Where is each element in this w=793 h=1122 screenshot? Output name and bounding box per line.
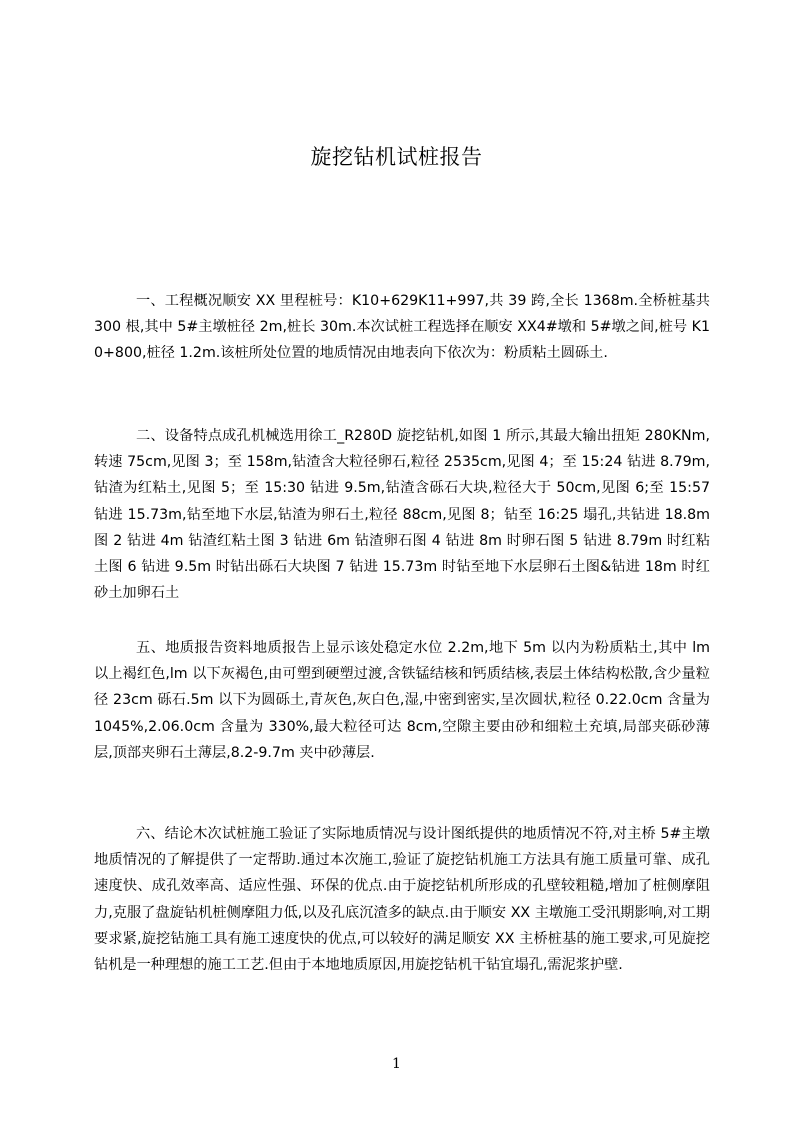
document-title: 旋挖钻机试桩报告 — [310, 145, 483, 169]
page-number: 1 — [392, 1056, 401, 1072]
paragraph-conclusion: 六、结论木次试桩施工验证了实际地质情况与设计图纸提供的地质情况不符,对主桥 5#主墩地质情况的了解提供了一定帮助.通过本次施工,验证了旋挖钻机施工方法具有施工质量可靠、成孔速度快、成孔效率高、适应性强、环保的优点.由于旋挖钻机所形成的孔壁较粗糙,增加了桩侧摩阻力,克服了盘旋钻机桩侧摩阻力低,以及孔底沉渣多的缺点.由于顺安 XX 主墩施工受汛期影响,对工期要求紧,旋挖钻施工具有施工速度快的优点,可以较好的满足顺安 XX 主桥桩基的施工要求,可见旋挖钻机是一种理想的施工工艺.但由于本地地质原因,用旋挖钻机干钻宜塌孔,需泥浆护壁. — [94, 826, 710, 974]
paragraph-equipment-features: 二、设备特点成孔机械选用徐工_R280D 旋挖钻机,如图 1 所示,其最大输出扭矩 280KNm,转速 75cm,见图 3；至 158m,钻渣含大粒径卵石,粒径 2535cm,见图 4；至 15:24 钻进 8.79m,钻渣为红粘土,见图 5；至 15:30 钻进 9.5m,钻渣含砾石大块,粒径大于 50cm,见图 6;至 15:57 钻进 15.73m,钻至地下水层,钻渣为卵石土,粒径 88cm,见图 8；钻至 16:25 塌孔,共钻进 18.8m 图 2 钻进 4m 钻渣红粘土图 3 钻进 6m 钻渣卵石图 4 钻进 8m 时卵石图 5 钻进 8.79m 时红粘土图 6 钻进 9.5m 时钻出砾石大块图 7 钻进 15.73m 时钻至地下水层卵石土图&钻进 18m 时红砂土加卵石土 — [94, 428, 710, 602]
paragraph-geological-report: 五、地质报告资料地质报告上显示该处稳定水位 2.2m,地下 5m 以内为粉质粘土,其中 lm 以上褐红色,lm 以下灰褐色,由可塑到硬塑过渡,含铁锰结核和钙质结核,表层土体结构松散,含少量粒径 23cm 砾石.5m 以下为圆砾土,青灰色,灰白色,湿,中密到密实,呈次圆状,粒径 0.22.0cm 含量为 1045%,2.06.0cm 含量为 330%,最大粒径可达 8cm,空隙主要由砂和细粒土充填,局部夹砾砂薄层,顶部夹卵石土薄层,8.2-9.7m 夹中砂薄层. — [94, 640, 710, 761]
paragraph-project-overview: 一、工程概况顺安 XX 里程桩号：K10+629K11+997,共 39 跨,全长 1368m.全桥桩基共 300 根,其中 5#主墩桩径 2m,桩长 30m.本次试桩工程选择在顺安 XX4#墩和 5#墩之间,桩号 K10+800,桩径 1.2m.该桩所处位置的地质情况由地表向下依次为：粉质粘土圆砾土. — [94, 293, 710, 362]
